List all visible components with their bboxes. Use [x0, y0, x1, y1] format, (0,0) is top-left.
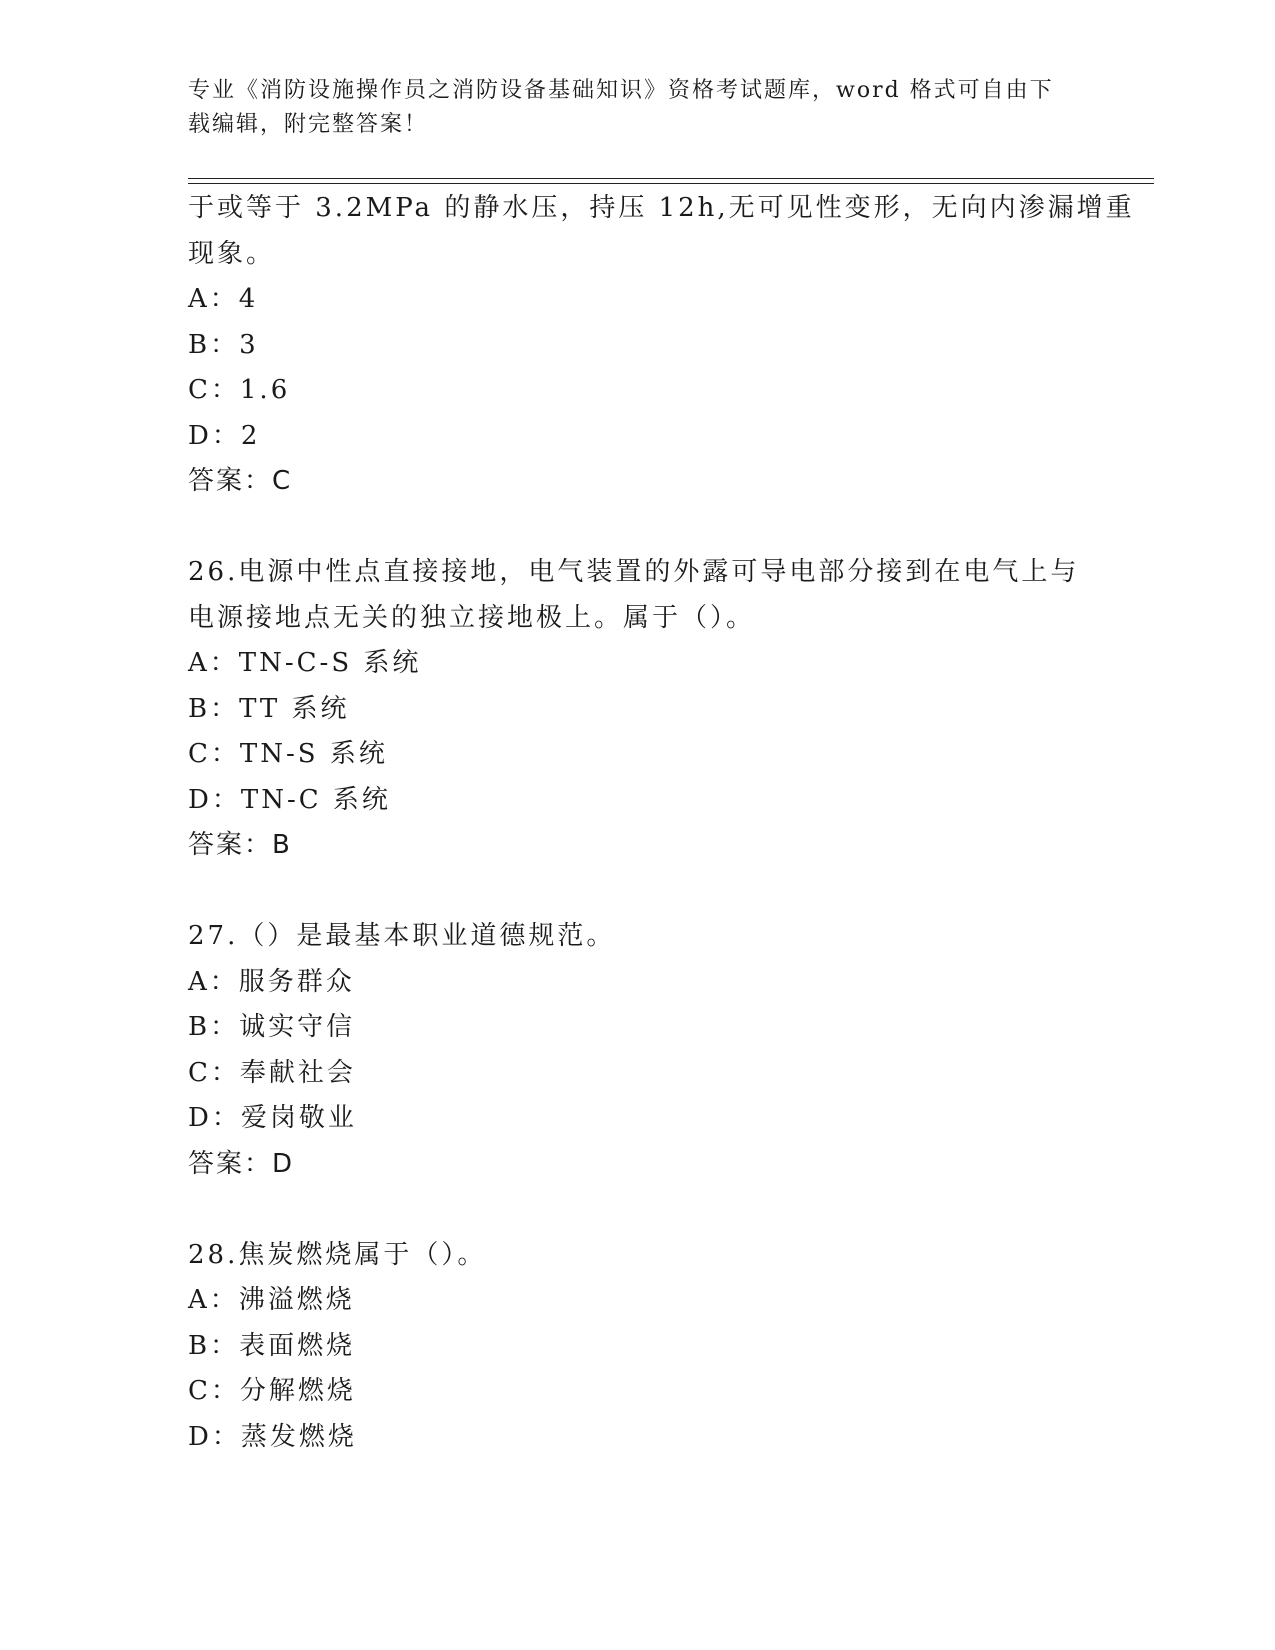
- question-spacer: [188, 505, 1108, 551]
- option-a: A：4: [188, 284, 259, 314]
- option-a: A：TN-C-S 系统: [188, 648, 422, 678]
- option-d: D：2: [188, 420, 261, 451]
- option-a: A：服务群众: [188, 966, 355, 997]
- option-a: A：沸溢燃烧: [188, 1285, 355, 1315]
- question-28: [188, 1233, 1108, 1461]
- question-list: [188, 186, 1135, 1460]
- question-stem-line: 电源接地点无关的独立接地极上。属于（）。: [188, 602, 756, 633]
- question-stem-line: 27.（）是最基本职业道德规范。: [188, 921, 616, 951]
- option-b: B：3: [188, 329, 259, 360]
- page-header: [188, 74, 1088, 142]
- question-stem-line: 现象。: [188, 238, 276, 269]
- header-line-2: 载编辑，附完整答案！: [188, 112, 429, 137]
- answer-line: 答案：D: [188, 1148, 295, 1179]
- option-b: B：TT 系统: [188, 693, 350, 724]
- option-c: C：分解燃烧: [188, 1376, 356, 1406]
- option-b: B：表面燃烧: [188, 1330, 356, 1361]
- question-spacer: [188, 1187, 1108, 1233]
- question-spacer: [188, 869, 1108, 915]
- header-divider-bottom: [188, 183, 1154, 184]
- question-26: [188, 550, 1108, 869]
- question-stem-line: 26.电源中性点直接接地，电气装置的外露可导电部分接到在电气上与: [188, 557, 1080, 587]
- option-d: D：蒸发燃烧: [188, 1421, 357, 1452]
- option-c: C：奉献社会: [188, 1057, 356, 1088]
- answer-line: 答案：B: [188, 830, 292, 860]
- header-divider-top: [188, 178, 1154, 179]
- answer-line: 答案：C: [188, 466, 293, 496]
- option-d: D：爱岗敬业: [188, 1103, 357, 1133]
- header-line-1: 专业《消防设施操作员之消防设备基础知识》资格考试题库，word 格式可自由下: [188, 78, 1054, 103]
- option-c: C：TN-S 系统: [188, 739, 388, 769]
- question-stem-line: 28.焦炭燃烧属于（）。: [188, 1239, 487, 1270]
- question-stem-line: 于或等于 3.2MPa 的静水压，持压 12h,无可见性变形，无向内渗漏增重: [188, 193, 1135, 223]
- option-c: C：1.6: [188, 375, 291, 405]
- option-b: B：诚实守信: [188, 1012, 356, 1042]
- option-d: D：TN-C 系统: [188, 784, 391, 815]
- question-25: [188, 186, 1135, 505]
- question-27: [188, 914, 1108, 1187]
